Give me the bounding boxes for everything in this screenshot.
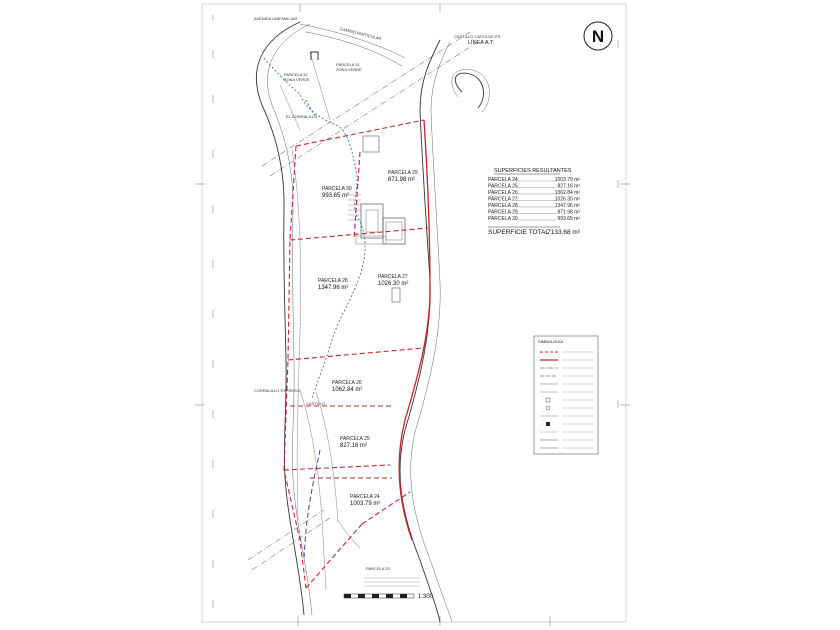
surface-row-value: 1026.30 m² [554, 196, 580, 203]
parcel-28-area: 1347.96 m² [318, 285, 349, 291]
scale-label: 1:300 [418, 594, 434, 600]
total-value: 7133.68 m² [547, 229, 580, 236]
east-road-inner [411, 42, 452, 622]
roundabout [455, 73, 483, 108]
watercourse [264, 58, 365, 398]
surface-row-name: PARCELA 30 [488, 216, 518, 222]
surface-row-name: PARCELA 26 [488, 190, 518, 196]
surface-row-value: 1347.96 m² [554, 203, 580, 209]
parcel-23-label: PARCELA 23 [366, 566, 390, 571]
sheet-border [202, 4, 626, 622]
parcel-30-area: 993.65 m² [322, 193, 350, 199]
parcel-31-label: PARCELA 31 [336, 62, 360, 67]
parcel-labels [284, 62, 418, 571]
parcel-25-area: 827.16 m² [340, 443, 368, 449]
surface-row-value: 993.65 m² [557, 216, 580, 222]
parcel-31-sub: ZONA VERDE [336, 67, 362, 72]
corralillo-label: EL CORRALILLO [286, 114, 318, 119]
linea-at-label: LÍNEA A.T. [468, 40, 495, 46]
camino-label: CAMINO PARTICULAR [339, 26, 382, 42]
parcel-32-label: PARCELA 32 [284, 72, 308, 77]
surface-row-name: PARCELA 27 [488, 196, 518, 203]
west-road [256, 22, 304, 615]
scale-bar [344, 578, 434, 600]
linea-at-sub: CASTILLO CASTA DE ES [454, 34, 501, 39]
surface-row-name: PARCELA 28 [488, 203, 518, 209]
north-arrow [584, 22, 612, 50]
parcel-30-label: PARCELA 30 [322, 186, 352, 192]
avenida-label: AVENIDA UNIFAMILIAR [254, 16, 298, 21]
surface-row-value: 871.98 m² [557, 209, 580, 216]
surfaces-table [488, 168, 581, 236]
parcel-29-area: 871.98 m² [388, 177, 416, 183]
parcel-boundaries [284, 120, 430, 588]
symbol-key [534, 336, 598, 454]
carretera-label: CORRALILLO EXPRESO [254, 388, 300, 393]
west-road-inner [268, 24, 312, 615]
surface-row-name: PARCELA 25 [488, 183, 518, 190]
parcel-28-label: PARCELA 28 [318, 278, 348, 284]
surfaces-title: SUPERFICIES RESULTANTES [494, 168, 572, 174]
parcel-27-label: PARCELA 27 [378, 274, 408, 280]
north-arrow-letter: N [591, 27, 605, 46]
contours [280, 52, 363, 590]
parcel-26-area: 1062.84 m² [332, 387, 363, 393]
key-title: SIMBOLOGÍA [538, 339, 564, 344]
surface-row-value: 827.16 m² [557, 183, 580, 190]
parcel-24-area: 1003.79 m² [350, 501, 381, 507]
frame-ticks [195, 4, 630, 626]
parcel-24-label: PARCELA 24 [350, 494, 380, 500]
power-line [248, 32, 478, 570]
castillo-label: CASTILLO [306, 401, 326, 406]
total-label: SUPERFICIE TOTAL [488, 229, 550, 236]
parcel-32-sub: ZONA VERDE [284, 77, 310, 82]
surface-row-value: 1003.79 m² [554, 177, 580, 183]
parcel-25-label: PARCELA 25 [340, 436, 370, 442]
surface-row-name: PARCELA 24 [488, 177, 518, 183]
east-road [400, 40, 440, 622]
surface-row-name: PARCELA 29 [488, 209, 518, 216]
parcel-27-area: 1026.30 m² [378, 281, 409, 287]
surface-row-value: 1062.84 m² [554, 190, 580, 196]
parcel-29-label: PARCELA 29 [388, 170, 418, 176]
parcel-26-label: PARCELA 26 [332, 380, 362, 386]
